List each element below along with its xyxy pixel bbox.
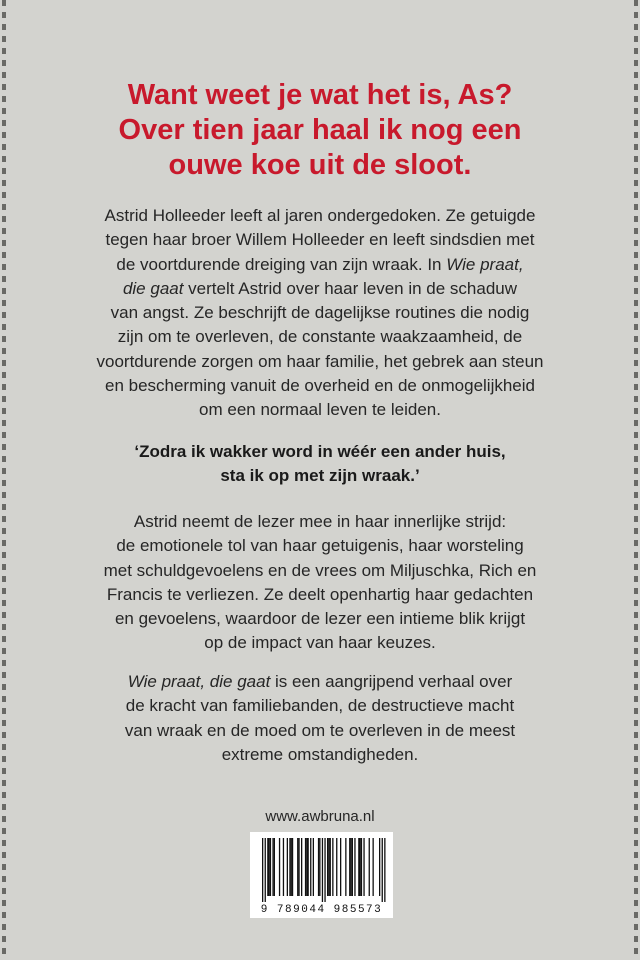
barcode-bar bbox=[313, 838, 314, 896]
barcode-bar bbox=[350, 838, 351, 896]
text-line: Francis te verliezen. Ze deelt openhartig haar gedachten bbox=[106, 584, 534, 604]
barcode-bar bbox=[349, 838, 350, 896]
barcode-bar bbox=[332, 838, 333, 896]
barcode-bar bbox=[270, 838, 271, 896]
barcode-bar bbox=[382, 838, 383, 902]
text-line: van angst. Ze beschrijft de dagelijkse routines die nodig bbox=[110, 303, 530, 323]
pull-quote bbox=[40, 440, 600, 488]
paragraph-struggle bbox=[50, 510, 590, 656]
headline-quote bbox=[40, 78, 600, 183]
barcode-bar bbox=[279, 838, 280, 896]
book-title: Wie praat, bbox=[446, 254, 524, 274]
text-line: en gevoelens, waardoor de lezer een intieme blik krijgt bbox=[114, 609, 526, 629]
barcode-bar bbox=[328, 838, 329, 896]
barcode-bar bbox=[330, 838, 331, 896]
barcode-bar bbox=[292, 838, 293, 896]
text-line: Astrid neemt de lezer mee in haar innerlijke strijd: bbox=[133, 512, 507, 531]
barcode-bar bbox=[310, 838, 311, 896]
barcode-bar bbox=[318, 838, 319, 896]
barcode-bar bbox=[358, 838, 359, 896]
barcode-bar bbox=[373, 838, 374, 896]
barcode-bar bbox=[363, 838, 364, 896]
barcode-bar bbox=[305, 838, 306, 896]
headline-line: Over tien jaar haal ik nog een bbox=[118, 114, 522, 146]
text-line: extreme omstandigheden. bbox=[221, 744, 419, 764]
barcode-bar bbox=[319, 838, 320, 896]
barcode-bar bbox=[369, 838, 370, 896]
paragraph-summary bbox=[50, 670, 590, 767]
text-line bbox=[50, 277, 590, 301]
text-line: op de impact van haar keuzes. bbox=[204, 633, 436, 653]
barcode-bar bbox=[324, 838, 325, 902]
barcode-bar bbox=[301, 838, 302, 896]
text-line: van wraak en de moed om te overleven in de meest bbox=[124, 720, 516, 740]
quote-line: sta ik op met zijn wraak.’ bbox=[220, 466, 420, 485]
barcode-bar bbox=[345, 838, 346, 896]
barcode-bar bbox=[272, 838, 273, 896]
text-line: voortdurende zorgen om haar familie, het gebrek aan steun bbox=[96, 351, 544, 371]
text-span: de voortdurende dreiging van zijn wraak. In bbox=[116, 254, 447, 274]
text-line bbox=[50, 670, 590, 694]
barcode-bar bbox=[269, 838, 270, 896]
text-line: Astrid Holleeder leeft al jaren ondergedoken. Ze getuigde bbox=[104, 206, 536, 225]
text-line: tegen haar broer Willem Holleeder en leeft sindsdien met bbox=[105, 230, 535, 250]
barcode-bar bbox=[352, 838, 353, 896]
isbn-barcode bbox=[250, 832, 393, 918]
barcode-bar bbox=[379, 838, 380, 896]
book-title: die gaat bbox=[122, 278, 184, 298]
barcode-bar bbox=[361, 838, 362, 896]
text-span: vertelt Astrid over haar leven in de schaduw bbox=[183, 278, 518, 298]
text-line: en bescherming vanuit de overheid en de onmogelijkheid bbox=[104, 376, 535, 396]
barcode-bar bbox=[298, 838, 299, 896]
barcode-bar bbox=[283, 838, 284, 896]
barcode-bar bbox=[287, 838, 288, 896]
book-title: Wie praat, die gaat bbox=[127, 672, 271, 691]
barcode-bar bbox=[322, 838, 323, 902]
barcode-bars bbox=[250, 832, 393, 904]
barcode-bar bbox=[340, 838, 341, 896]
barcode-bar bbox=[327, 838, 328, 896]
barcode-bar bbox=[297, 838, 298, 896]
text-line: zijn om te overleven, de constante waakzaamheid, de bbox=[117, 327, 523, 347]
barcode-bar bbox=[274, 838, 275, 896]
text-line: om een normaal leven te leiden. bbox=[199, 400, 441, 420]
barcode-bar bbox=[262, 838, 263, 902]
barcode-digits: 9 789044 985573 bbox=[260, 904, 383, 916]
barcode-bar bbox=[336, 838, 337, 896]
text-span: is een aangrijpend verhaal over bbox=[270, 672, 513, 691]
quote-line: ‘Zodra ik wakker word in wéér een ander huis, bbox=[134, 442, 506, 461]
text-line bbox=[50, 253, 590, 277]
barcode-bar bbox=[306, 838, 307, 896]
text-line: de emotionele tol van haar getuigenis, haar worsteling bbox=[116, 536, 524, 556]
headline-line: Want weet je wat het is, As? bbox=[127, 79, 513, 111]
barcode-bar bbox=[291, 838, 292, 896]
paragraph-intro bbox=[50, 204, 590, 423]
barcode-bar bbox=[267, 838, 268, 896]
barcode-bar bbox=[360, 838, 361, 896]
barcode-bar bbox=[308, 838, 309, 896]
text-line: met schuldgevoelens en de vrees om Miljuschka, Rich en bbox=[103, 560, 537, 580]
headline-line: ouwe koe uit de sloot. bbox=[168, 149, 472, 181]
barcode-bar bbox=[384, 838, 385, 902]
text-line: de kracht van familiebanden, de destructieve macht bbox=[125, 696, 515, 716]
barcode-bar bbox=[289, 838, 290, 896]
barcode-bar bbox=[265, 838, 266, 902]
publisher-website: www.awbruna.nl bbox=[265, 808, 375, 825]
barcode-bar bbox=[354, 838, 355, 896]
